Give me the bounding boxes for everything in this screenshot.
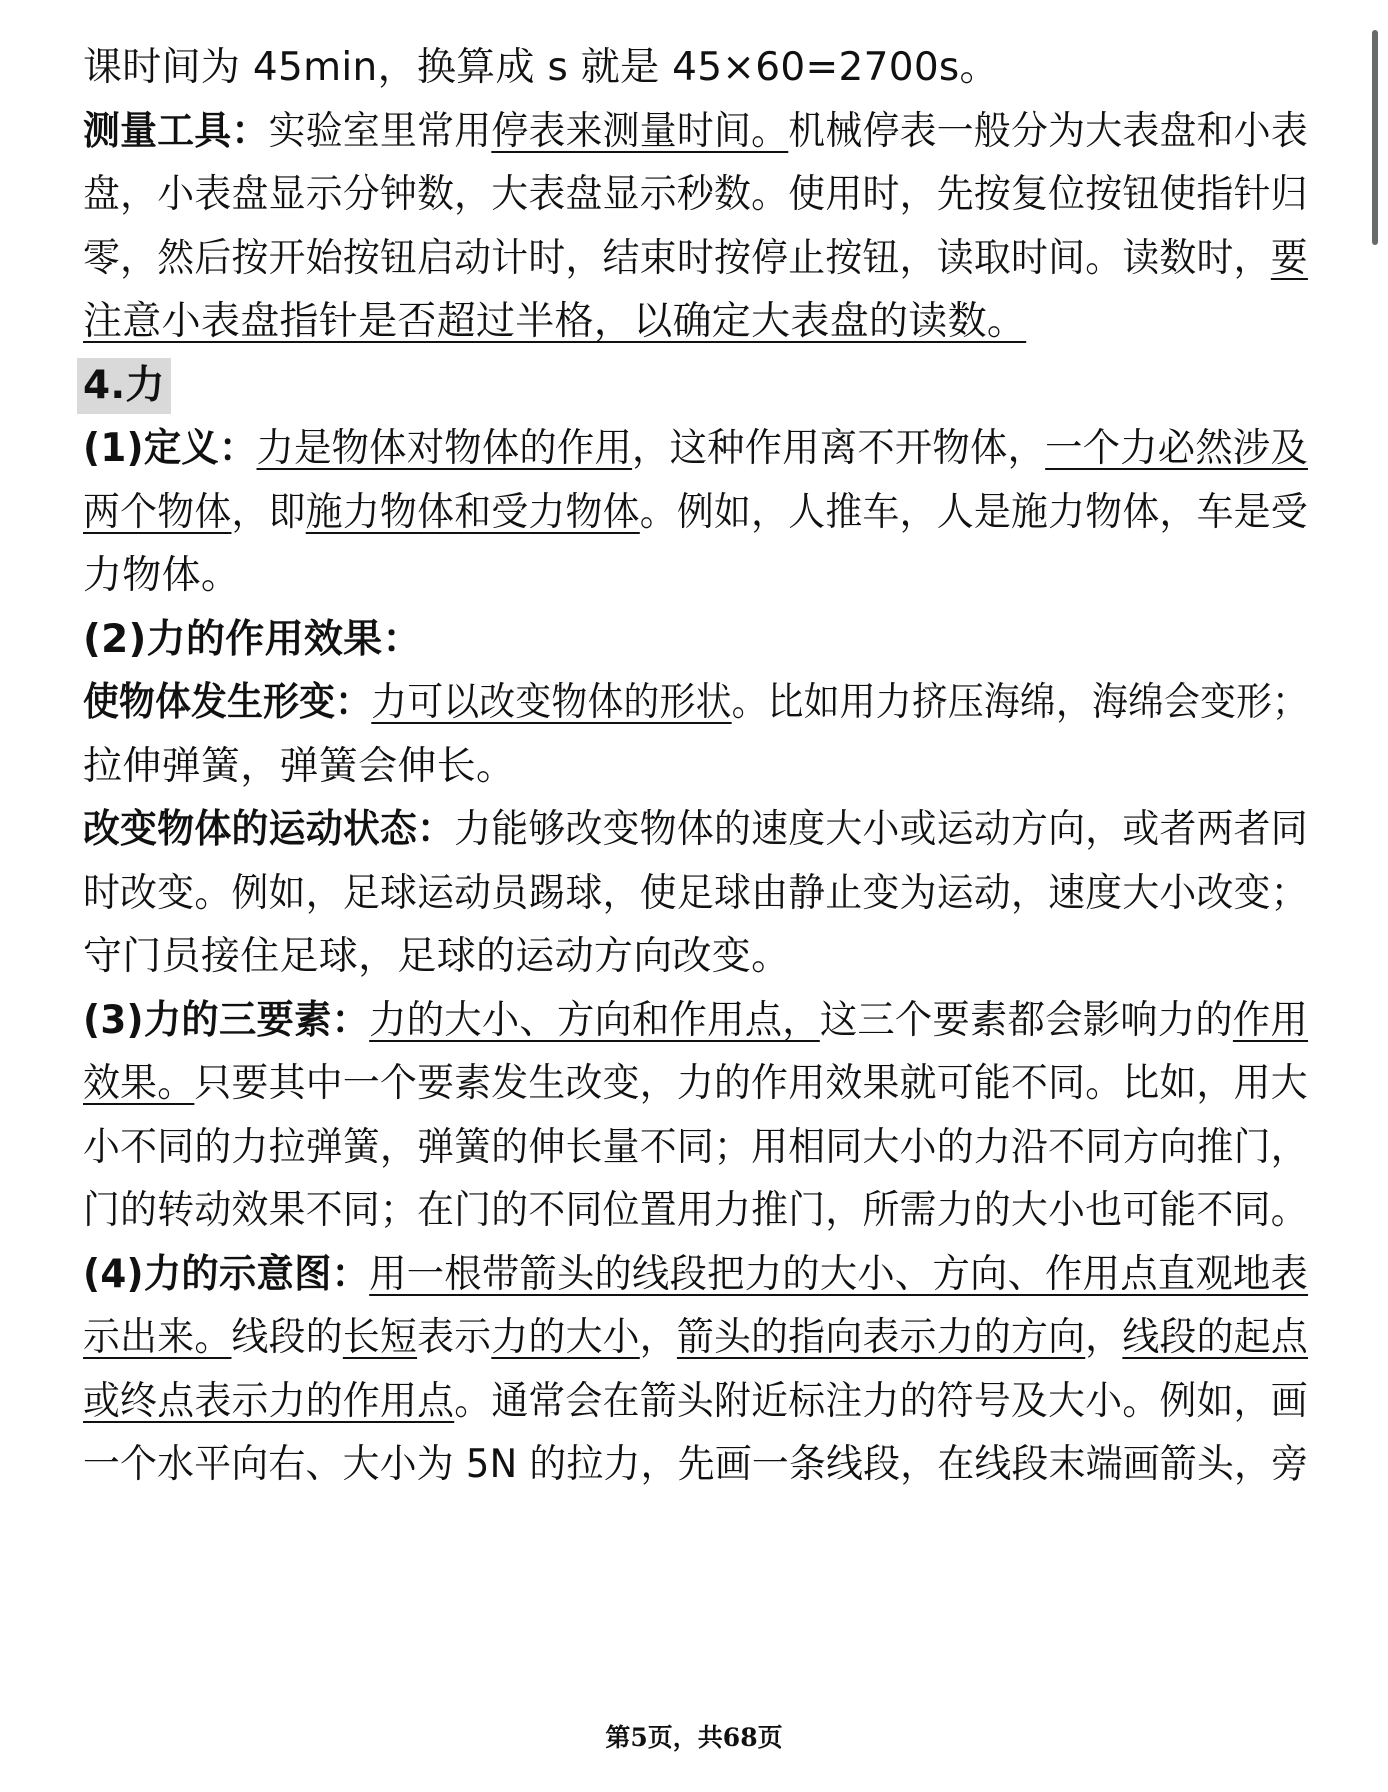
underlined-text: 力是物体对物体的作用 bbox=[256, 426, 633, 471]
underlined-text: 停表来测量时间。 bbox=[491, 108, 789, 154]
underlined-text: 两个物体 bbox=[83, 489, 232, 535]
text-line bbox=[83, 294, 1026, 350]
underlined-text: 要 bbox=[1270, 235, 1308, 281]
bold-term: (1)定义： bbox=[83, 426, 257, 471]
text-line bbox=[83, 421, 1308, 477]
text-segment: 。例如，人推车，人是施力物体，车是受 bbox=[639, 489, 1308, 535]
text-segment: 时改变。例如，足球运动员踢球，使足球由静止变为运动，速度大小改变； bbox=[83, 870, 1308, 916]
underlined-text: 一个力必然涉及 bbox=[1045, 426, 1309, 471]
bold-term: 改变物体的运动状态： bbox=[83, 807, 455, 852]
underlined-text: 线段的起点 bbox=[1122, 1315, 1308, 1360]
text-segment: 这三个要素都会影响力的 bbox=[819, 997, 1233, 1043]
text-line bbox=[83, 1183, 1308, 1239]
text-line bbox=[83, 1247, 1308, 1303]
text-line bbox=[83, 358, 171, 414]
text-line bbox=[83, 993, 1308, 1049]
bold-term: 测量工具： bbox=[83, 108, 269, 154]
underlined-text: 施力物体和受力物体 bbox=[305, 489, 640, 535]
underlined-text: 注意小表盘指针是否超过半格，以确定大表盘的读数。 bbox=[83, 299, 1027, 344]
scrollbar[interactable] bbox=[1372, 30, 1378, 245]
text-line bbox=[83, 675, 1308, 731]
text-line bbox=[83, 231, 1308, 287]
text-line bbox=[83, 1056, 1308, 1112]
text-line bbox=[83, 1437, 1308, 1493]
bold-term: (4)力的示意图： bbox=[83, 1251, 370, 1297]
text-line bbox=[83, 548, 240, 604]
text-line bbox=[83, 40, 999, 96]
underlined-text: 力的大小、方向和作用点， bbox=[369, 997, 820, 1043]
section-heading: 4.力 bbox=[77, 358, 171, 414]
text-line bbox=[83, 802, 1308, 858]
underlined-text: 长短 bbox=[342, 1315, 418, 1360]
text-segment: 零，然后按开始按钮启动计时，结束时按停止按钮，读取时间。读数时， bbox=[83, 235, 1271, 281]
underlined-text: 示出来。 bbox=[83, 1315, 232, 1360]
text-segment: 线段的 bbox=[231, 1315, 343, 1360]
text-segment: 一个水平向右、大小为 5N 的拉力，先画一条线段，在线段末端画箭头，旁 bbox=[83, 1442, 1309, 1487]
text-segment: 门的转动效果不同；在门的不同位置用力推门，所需力的大小也可能不同。 bbox=[83, 1188, 1308, 1233]
text-segment: ，这种作用离不开物体， bbox=[632, 426, 1046, 471]
bold-term: (2)力的作用效果： bbox=[83, 616, 422, 662]
text-segment: 机械停表一般分为大表盘和小表 bbox=[788, 108, 1308, 154]
underlined-text: 力可以改变物体的形状 bbox=[371, 680, 732, 725]
text-line bbox=[83, 104, 1308, 160]
text-segment: ，即 bbox=[231, 489, 306, 535]
text-line bbox=[83, 866, 1308, 922]
page-footer: 第5页，共68页 bbox=[605, 1723, 783, 1752]
text-line bbox=[83, 167, 1308, 223]
text-line bbox=[83, 612, 422, 668]
underlined-text: 用一根带箭头的线段把力的大小、方向、作用点直观地表 bbox=[369, 1251, 1309, 1297]
underlined-text: 力的大小 bbox=[491, 1315, 640, 1360]
text-segment: 表示 bbox=[417, 1315, 492, 1360]
text-segment: 。比如用力挤压海绵，海绵会变形； bbox=[731, 680, 1309, 725]
underlined-text: 作用 bbox=[1232, 997, 1309, 1043]
text-segment: 拉伸弹簧，弹簧会伸长。 bbox=[83, 743, 516, 789]
text-segment: ， bbox=[639, 1315, 677, 1360]
text-segment: 力能够改变物体的速度大小或运动方向，或者两者同 bbox=[454, 807, 1308, 852]
text-segment: 实验室里常用 bbox=[268, 108, 492, 154]
text-segment: 盘，小表盘显示分钟数，大表盘显示秒数。使用时，先按复位按钮使指针归 bbox=[83, 172, 1308, 217]
text-segment: 课时间为 45min，换算成 s 就是 45×60=2700s。 bbox=[83, 45, 999, 90]
underlined-text: 箭头的指向表示力的方向 bbox=[676, 1315, 1086, 1360]
text-segment: 只要其中一个要素发生改变，力的作用效果就可能不同。比如，用大 bbox=[194, 1061, 1308, 1106]
bold-term: (3)力的三要素： bbox=[83, 997, 370, 1043]
text-line bbox=[83, 1120, 1308, 1176]
text-line bbox=[83, 1310, 1308, 1366]
text-segment: 小不同的力拉弹簧，弹簧的伸长量不同；用相同大小的力沿不同方向推门， bbox=[83, 1124, 1308, 1170]
text-segment: 。通常会在箭头附近标注力的符号及大小。例如，画 bbox=[454, 1378, 1308, 1424]
text-line bbox=[83, 929, 790, 985]
bold-term: 使物体发生形变： bbox=[83, 680, 372, 725]
text-line bbox=[83, 485, 1308, 541]
underlined-text: 效果。 bbox=[83, 1061, 195, 1106]
text-segment: ， bbox=[1085, 1315, 1123, 1360]
text-segment: 守门员接住足球，足球的运动方向改变。 bbox=[83, 934, 791, 979]
text-line bbox=[83, 739, 515, 795]
text-line bbox=[83, 1374, 1308, 1430]
underlined-text: 或终点表示力的作用点 bbox=[83, 1378, 455, 1424]
text-segment: 力物体。 bbox=[83, 553, 241, 598]
